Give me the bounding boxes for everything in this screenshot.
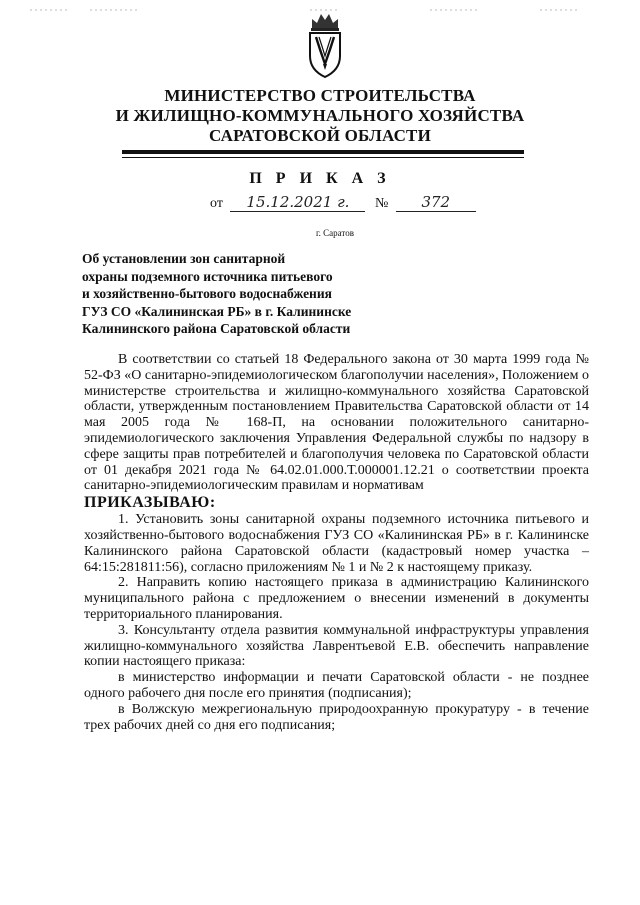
subject-line-3: и хозяйственно-бытового водоснабжения: [82, 286, 332, 301]
city-label: г. Саратов: [316, 228, 354, 238]
order-body: [84, 352, 589, 733]
order-item-3: 3. Консультанту отдела развития коммунальной инфраструктуры управления жилищно-коммунального хозяйства Лаврентьевой Е.В. обеспечить направление копии настоящего приказа:: [84, 622, 589, 670]
coat-of-arms-icon: [304, 10, 346, 80]
ministry-line-2: И ЖИЛИЩНО-КОММУНАЛЬНОГО ХОЗЯЙСТВА: [115, 106, 525, 125]
order-item-1: 1. Установить зоны санитарной охраны подземного источника питьевого и хозяйственно-бытового водоснабжения ГУЗ СО «Калининская РБ» в г. Калининске Калининского района Саратовской области (кадастровый номер участка – 64:15:281811:56), согласно приложениям № 1 и № 2 к настоящему приказу.: [84, 512, 589, 575]
order-title: П Р И К А З: [249, 170, 391, 187]
header-divider-thin: [122, 157, 524, 158]
order-item-3a: в министерство информации и печати Саратовской области - не позднее одного рабочего дня после его принятия (подписания);: [84, 670, 589, 701]
ministry-header: [0, 86, 640, 146]
order-date-handwritten: 15.12.2021 г.: [230, 193, 365, 212]
ministry-line-1: МИНИСТЕРСТВО СТРОИТЕЛЬСТВА: [164, 86, 476, 105]
subject-line-2: охраны подземного источника питьевого: [82, 268, 333, 284]
subject-line-1: Об установлении зон санитарной: [82, 251, 286, 266]
order-date-number-line: [210, 193, 476, 212]
order-directive-word: ПРИКАЗЫВАЮ:: [84, 494, 216, 512]
preamble-paragraph: В соответствии со статьей 18 Федерального закона от 30 марта 1999 года № 52-ФЗ «О санитарно-эпидемиологическом благополучии населения», Положением о министерстве строительства и жилищно-коммунального хозяйства Саратовской области, утвержденным постановлением Правительства Саратовской области от 14 мая 2005 года № 168-П, на основании положительного санитарно-эпидемиологического заключения Управления Федеральной службы по надзору в сфере защиты прав потребителей и благополучия человека по Саратовской области от 01 декабря 2021 года № 64.02.01.000.Т.000001.12.21 о соответствии проекта санитарно-эпидемиологическим правилам и нормативам: [84, 352, 589, 494]
order-item-3b: в Волжскую межрегиональную природоохранную прокуратуру - в течение трех рабочих дней со дня его подписания;: [84, 701, 589, 733]
order-number-handwritten: 372: [396, 193, 476, 212]
subject-line-4: ГУЗ СО «Калининская РБ» в г. Калининске: [82, 303, 352, 319]
header-divider-thick: [122, 150, 524, 154]
date-label: от: [210, 196, 223, 211]
ministry-line-3: САРАТОВСКОЙ ОБЛАСТИ: [208, 126, 432, 145]
number-label: №: [374, 196, 389, 211]
order-subject: [82, 250, 351, 338]
scan-margin-marks: [0, 0, 640, 6]
order-item-2: 2. Направить копию настоящего приказа в администрацию Калининского муниципального района с предложением о внесении изменений в документы территориального планирования.: [84, 575, 589, 622]
subject-line-5: Калининского района Саратовской области: [82, 321, 351, 336]
